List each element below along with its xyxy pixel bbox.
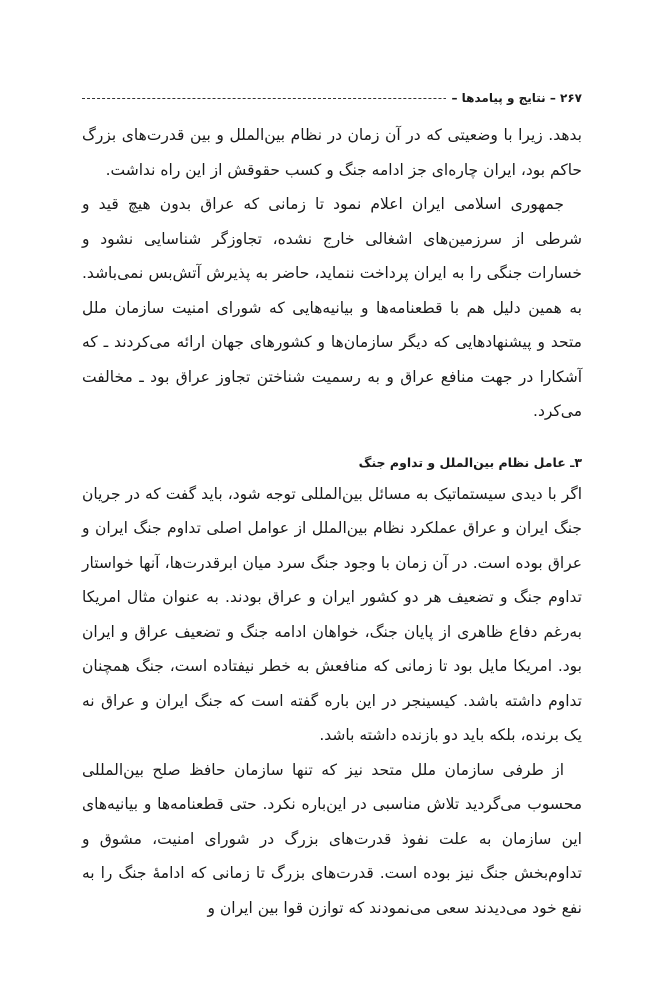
section-heading: ۳ـ عامل نظام بین‌الملل و تداوم جنگ [358, 454, 582, 470]
paragraph-united-nations: از طرفی سازمان ملل متحد نیز که تنها سازمان حافظ صلح بین‌المللی محسوب می‌گردید تلاش مناسبی در این‌باره نکرد. حتی قطعنامه‌ها و بیانیه‌های این سازمان به علت نفوذ قدرت‌های بزرگ در شورای امنیت، مشوق و تداوم‌بخش جنگ نیز بوده است. قدرت‌های بزرگ تا زمانی که ادامهٔ جنگ را به نفع خود می‌دیدند سعی می‌نمودند که توازن قوا بین ایران و [82, 760, 582, 917]
page-body [82, 118, 582, 925]
page-number-and-title: ۲۶۷ – نتایج و پیامدها – [446, 88, 583, 108]
paragraph-systematic-view: اگر با دیدی سیستماتیک به مسائل بین‌المللی توجه شود، باید گفت که در جریان جنگ ایران و عراق عملکرد نظام بین‌الملل از عوامل اصلی تداوم جنگ ایران و عراق بوده است. در آن زمان با وجود جنگ سرد میان ابرقدرت‌ها، آنها خواستار تداوم جنگ و تضعیف هر دو کشور ایران و عراق بودند. به عنوان مثال امریکا به‌رغم دفاع ظاهری از پایان جنگ، خواهان ادامه جنگ و تضعیف عراق و ایران بود. امریکا مایل بود تا زمانی که منافعش به خطر نیفتاده است، جنگ همچنان تداوم داشته باشد. کیسینجر در این باره گفته است که جنگ ایران و عراق نه یک برنده، بلکه باید دو بازنده داشته باشد. [82, 484, 582, 744]
paragraph-islamic-republic: جمهوری اسلامی ایران اعلام نمود تا زمانی که عراق بدون هیچ قید و شرطی از سرزمین‌های اشغالی خارج نشده، تجاوزگر شناسایی نشود و خسارات جنگی را به ایران پرداخت ننماید، حاضر به پذیرش آتش‌بس نمی‌باشد. به همین دلیل هم با قطعنامه‌ها و بیانیه‌هایی که شورای امنیت سازمان ملل متحد و پیشنهادهایی که دیگر سازمان‌ها و کشورهای جهان ارائه می‌کردند ـ که آشکارا در جهت منافع عراق و به رسمیت شناختن تجاوز عراق بود ـ مخالفت می‌کرد. [82, 195, 582, 420]
running-header [82, 88, 582, 108]
paragraph-continuation: بدهد. زیرا با وضعیتی که در آن زمان در نظام بین‌الملل و بین قدرت‌های بزرگ حاکم بود، ایران چاره‌ای جز ادامه جنگ و کسب حقوقش از این راه نداشت. [82, 126, 582, 179]
